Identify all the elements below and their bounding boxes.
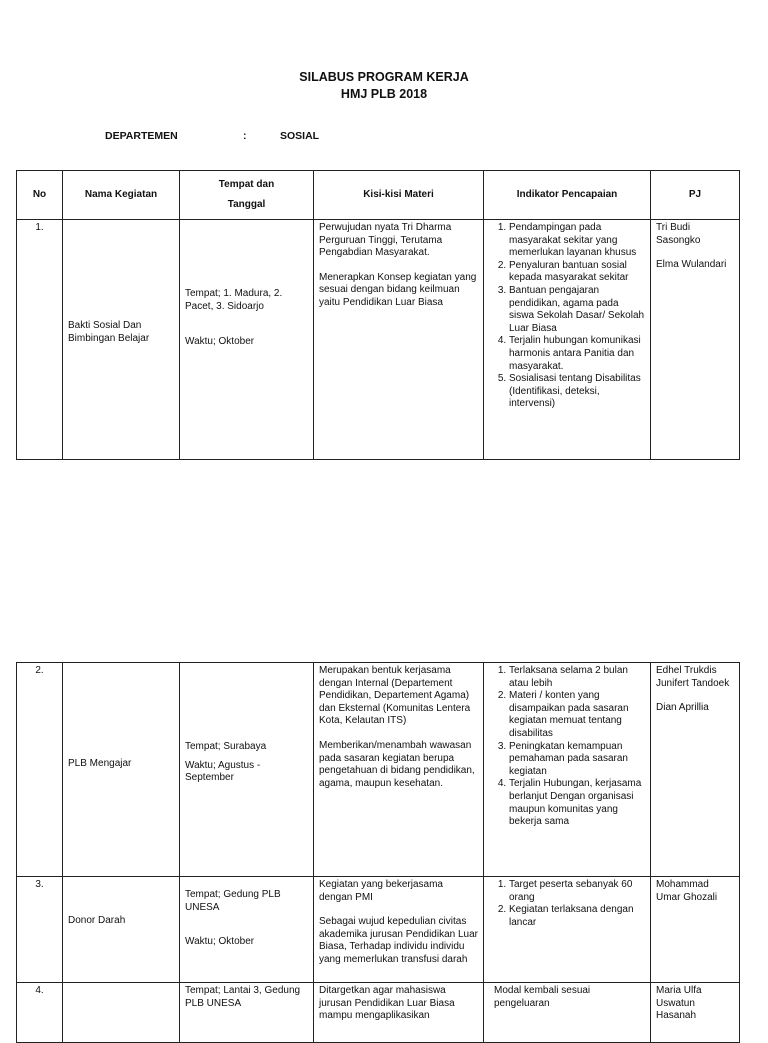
material-cell <box>314 663 484 877</box>
indicator-item: 1. Pendampingan pada masyarakat sekitar yang memerlukan layanan khusus <box>509 222 645 260</box>
material-paragraph: Merupakan bentuk kerjasama dengan Internal (Departement Pendidikan, Departement Agama) dan Eksternal (Komunitas Lentera Kota, Kelautan ITS) <box>319 665 471 727</box>
material-paragraph: Memberikan/menambah wawasan pada sasaran kegiatan berupa pengetahuan di bidang pendidikan, agama, maupun kesehatan. <box>319 739 475 789</box>
indicator-list <box>489 222 645 411</box>
indicator-item: 4. Terjalin Hubungan, kerjasama berlanjut Dengan organisasi maupun komunitas yang bekerja sama <box>509 778 645 828</box>
activity-name: Donor Darah <box>63 877 180 983</box>
material-cell <box>314 983 484 1043</box>
header-no: No <box>17 171 63 220</box>
header-tempat-tanggal <box>180 171 314 220</box>
table-header-row <box>17 171 740 220</box>
indicator-item: 2. Penyaluran bantuan sosial kepada masyarakat sekitar <box>509 260 645 285</box>
pj-name: Maria Ulfa Uswatun Hasanah <box>656 985 702 1022</box>
pj-cell <box>651 220 740 460</box>
table-row <box>17 877 740 983</box>
indicator-item: 3. Bantuan pengajaran pendidikan, agama pada siswa Sekolah Dasar/ Sekolah Luar Biasa <box>509 285 645 335</box>
program-table-page-1 <box>16 170 740 460</box>
activity-name <box>63 983 180 1043</box>
indicator-cell <box>484 220 651 460</box>
place-text: Tempat; Lantai 3, Gedung PLB UNESA <box>185 985 301 1009</box>
pj-cell <box>651 663 740 877</box>
place-text: Tempat; Gedung PLB UNESA <box>185 889 281 913</box>
pj-name: Edhel Trukdis Junifert Tandoek <box>656 665 730 689</box>
document-subtitle: HMJ PLB 2018 <box>340 87 428 101</box>
department-separator: : <box>243 130 247 142</box>
indicator-item: 4. Terjalin hubungan komunikasi harmonis antara Panitia dan masyarakat. <box>509 335 645 373</box>
time-text: Waktu; Agustus - September <box>185 759 261 784</box>
indicator-text: Modal kembali sesuai pengeluaran <box>494 985 591 1009</box>
row-number: 1. <box>17 220 63 460</box>
material-cell <box>314 220 484 460</box>
row-number: 2. <box>17 663 63 877</box>
row-number: 3. <box>17 877 63 983</box>
row-number: 4. <box>17 983 63 1043</box>
header-nama-kegiatan: Nama Kegiatan <box>63 171 180 220</box>
header-pj: PJ <box>651 171 740 220</box>
pj-name: Tri Budi Sasongko <box>656 222 701 246</box>
material-paragraph: Ditargetkan agar mahasiswa jurusan Pendidikan Luar Biasa mampu mengaplikasikan <box>319 985 455 1022</box>
pj-cell <box>651 983 740 1043</box>
activity-name: PLB Mengajar <box>63 663 180 877</box>
indicator-cell <box>484 663 651 877</box>
time-text: Waktu; Oktober <box>185 936 255 948</box>
department-value: SOSIAL <box>280 130 320 142</box>
indicator-item: 2. Materi / konten yang disampaikan pada sasaran kegiatan memuat tentang disabilitas <box>509 690 645 740</box>
indicator-cell <box>484 877 651 983</box>
activity-name: Bakti Sosial Dan Bimbingan Belajar <box>63 220 180 460</box>
indicator-item: 3. Peningkatan kemampuan pemahaman pada sasaran kegiatan <box>509 741 645 779</box>
table-row <box>17 983 740 1043</box>
place-date-cell <box>180 877 314 983</box>
indicator-item: 1. Target peserta sebanyak 60 orang <box>509 879 645 904</box>
pj-name: Elma Wulandari <box>656 259 727 271</box>
material-paragraph: Menerapkan Konsep kegiatan yang sesuai dengan bidang keilmuan yaitu Pendidikan Luar Biasa <box>319 271 477 308</box>
header-indikator: Indikator Pencapaian <box>484 171 651 220</box>
place-date-cell <box>180 220 314 460</box>
header-kisi-kisi: Kisi-kisi Materi <box>314 171 484 220</box>
place-date-cell <box>180 663 314 877</box>
place-date-cell <box>180 983 314 1043</box>
document-title: SILABUS PROGRAM KERJA <box>299 70 469 84</box>
department-label: DEPARTEMEN <box>105 130 178 142</box>
material-cell <box>314 877 484 983</box>
indicator-item: 1. Terlaksana selama 2 bulan atau lebih <box>509 665 645 690</box>
material-paragraph: Kegiatan yang bekerjasama dengan PMI <box>319 879 443 903</box>
header-tempat-line-2: Tanggal <box>227 198 266 210</box>
indicator-item: 5. Sosialisasi tentang Disabilitas (Identifikasi, deteksi, intervensi) <box>509 373 645 411</box>
place-text: Tempat; 1. Madura, 2. Pacet, 3. Sidoarjo <box>185 288 283 312</box>
material-paragraph: Sebagai wujud kepedulian civitas akademika jurusan Pendidikan Luar Biasa, Terhadap individu individu yang memerlukan transfusi darah <box>319 916 478 965</box>
indicator-item: 2. Kegiatan terlaksana dengan lancar <box>509 904 645 929</box>
indicator-list <box>489 879 645 929</box>
header-tempat-line-1: Tempat dan <box>218 178 275 190</box>
program-table-page-2 <box>16 662 740 1043</box>
pj-cell <box>651 877 740 983</box>
indicator-list <box>489 665 645 829</box>
table-row <box>17 220 740 460</box>
indicator-cell <box>484 983 651 1043</box>
material-paragraph: Perwujudan nyata Tri Dharma Perguruan Tinggi, Terutama Pengabdian Masyarakat. <box>319 222 452 259</box>
pj-name: Dian Aprillia <box>656 702 709 714</box>
pj-name: Mohammad Umar Ghozali <box>656 879 718 903</box>
time-text: Waktu; Oktober <box>185 336 255 348</box>
table-row <box>17 663 740 877</box>
place-text: Tempat; Surabaya <box>185 741 267 752</box>
